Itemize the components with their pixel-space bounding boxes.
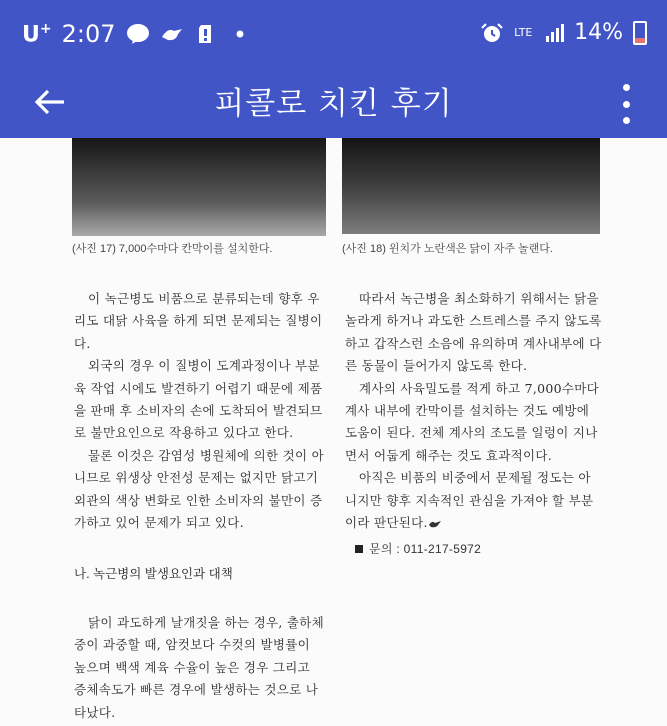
square-bullet-icon (355, 545, 363, 553)
text-column-right (345, 288, 603, 561)
photo-chickens-feeders (342, 138, 600, 234)
paragraph: 따라서 녹근병을 최소화하기 위해서는 닭을 놀라게 하거나 과도한 스트레스를 주지 않도록 하고 갑작스런 소음에 유의하며 계사내부에 다른 동물이 들어가지 않도록 한다. (345, 291, 602, 374)
photo-chicken-house-partition (72, 138, 326, 236)
signal-icon (546, 24, 564, 42)
contact-info: 문의 : 011-217-5972 (345, 538, 603, 560)
paragraph: 닭이 과도하게 날개짓을 하는 경우, 출하체중이 과중할 때, 암컷보다 수컷의 발병률이 높으며 백색 계육 수율이 높은 경우 그리고 증체속도가 빠른 경우에 발생하는 것으로 나타났다. (74, 615, 325, 720)
paragraph: 물론 이것은 감염성 병원체에 의한 것이 아니므로 위생상 안전성 문제는 없지만 닭고기 외관의 색상 변화로 인한 소비자의 불만이 증가하고 있어 문제가 되고 있다. (74, 447, 325, 531)
page-title: 피콜로 치킨 후기 (214, 86, 453, 122)
paragraph: 이 녹근병도 비품으로 분류되는데 향후 우리도 대닭 사육을 하게 되면 문제되는 질병이다. (74, 291, 323, 351)
text-column-left-lower (74, 612, 326, 724)
dot-icon (228, 23, 252, 45)
text-column-left (74, 288, 326, 534)
alarm-icon (480, 22, 504, 44)
caption-photo-17: (사진 17) 7,000수마다 칸막이를 설치한다. (72, 243, 273, 255)
document-image (0, 138, 667, 726)
toolbar (0, 70, 667, 138)
clock: 2:07 (61, 20, 116, 48)
bird-icon (160, 23, 184, 45)
status-bar (0, 0, 667, 70)
caption-photo-18: (사진 18) 윈치가 노란색은 닭이 자주 놀랜다. (342, 243, 553, 255)
paragraph: 외국의 경우 이 질병이 도계과정이나 부분육 작업 시에도 발견하기 어렵기 때문에 제품을 판매 후 소비자의 손에 도착되어 발견되므로 불만요인으로 작용하고 있다고 한다. (74, 358, 323, 441)
network-label: LTE (514, 25, 533, 39)
more-vert-icon[interactable] (619, 84, 633, 124)
talk-icon (126, 23, 150, 45)
section-heading: 나. 녹근병의 발생요인과 대책 (74, 567, 233, 581)
sd-card-icon (194, 23, 218, 45)
battery-percent: 14% (574, 20, 623, 45)
publisher-logo-icon (428, 519, 442, 528)
app-bar (0, 0, 667, 138)
paragraph: 계사의 사육밀도를 적게 하고 7,000수마다 계사 내부에 칸막이를 설치하는 것도 예방에 도움이 된다. 전체 계사의 조도를 일렁이 지나면서 어둡게 해주는 것도 효과적이다. (345, 380, 600, 463)
carrier-label: U+ (22, 20, 52, 48)
battery-icon (633, 21, 647, 45)
paragraph: 아직은 비품의 비중에서 문제될 정도는 아니지만 향후 지속적인 관심을 가져야 할 부분이라 판단된다. (345, 470, 594, 531)
